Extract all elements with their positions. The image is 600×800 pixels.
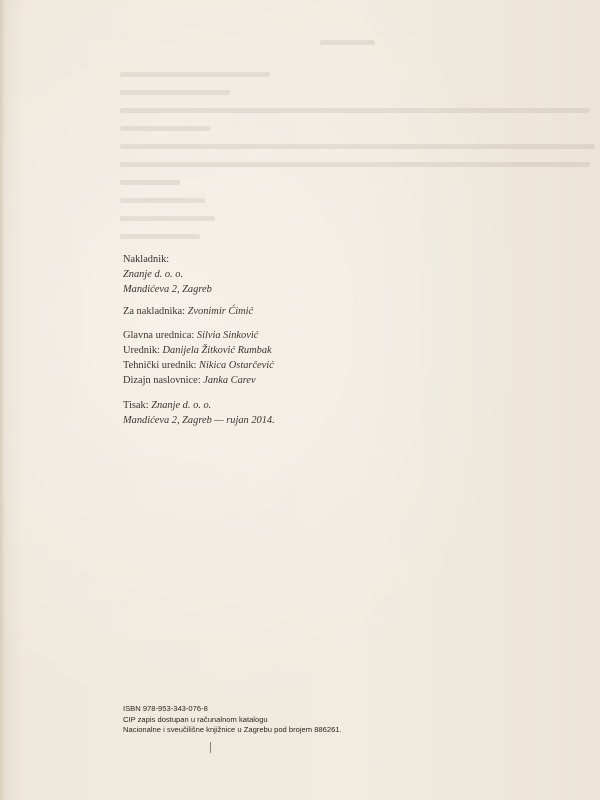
page-binding-edge bbox=[0, 0, 5, 800]
cip-block bbox=[123, 704, 483, 736]
editor-line bbox=[123, 343, 453, 358]
cover-design-label: Dizajn naslovnice: bbox=[123, 375, 201, 387]
technical-editor-label: Tehnički urednik: bbox=[123, 360, 197, 372]
show-through-text bbox=[120, 30, 600, 270]
editor-name: Danijela Žitković Rumbak bbox=[162, 345, 272, 357]
cip-line-1: CIP zapis dostupan u računalnom katalogu bbox=[123, 714, 268, 724]
isbn: ISBN 978-953-343-076-8 bbox=[123, 704, 208, 713]
print-label: Tisak: bbox=[123, 399, 149, 411]
editor-label: Urednik: bbox=[123, 345, 160, 357]
print-name: Znanje d. o. o. bbox=[151, 399, 212, 411]
for-publisher-label: Za nakladnika: bbox=[123, 305, 186, 317]
editor-in-chief-name: Silvia Sinković bbox=[196, 329, 259, 341]
cover-design-line bbox=[123, 373, 453, 388]
print-address-date: Mandićeva 2, Zagreb — rujan 2014. bbox=[123, 414, 275, 426]
cip-line-2: Nacionalne i sveučilišne knjižnice u Zagrebu pod brojem 886261. bbox=[123, 725, 342, 735]
for-publisher-name: Zvonimir Ćimić bbox=[187, 305, 254, 317]
editor-in-chief-label: Glavna urednica: bbox=[123, 329, 195, 341]
imprint-block bbox=[123, 252, 453, 428]
for-publisher-line bbox=[123, 304, 453, 319]
editor-in-chief-line bbox=[123, 328, 453, 343]
print-line bbox=[123, 398, 453, 413]
technical-editor-line bbox=[123, 358, 453, 373]
technical-editor-name: Nikica Ostarčević bbox=[199, 360, 274, 372]
publisher-address: Mandićeva 2, Zagreb bbox=[123, 284, 212, 296]
stray-mark bbox=[210, 742, 211, 753]
cover-design-name: Janka Carev bbox=[203, 375, 256, 387]
publisher-label: Nakladnik: bbox=[123, 254, 170, 265]
publisher-name: Znanje d. o. o. bbox=[123, 269, 184, 281]
